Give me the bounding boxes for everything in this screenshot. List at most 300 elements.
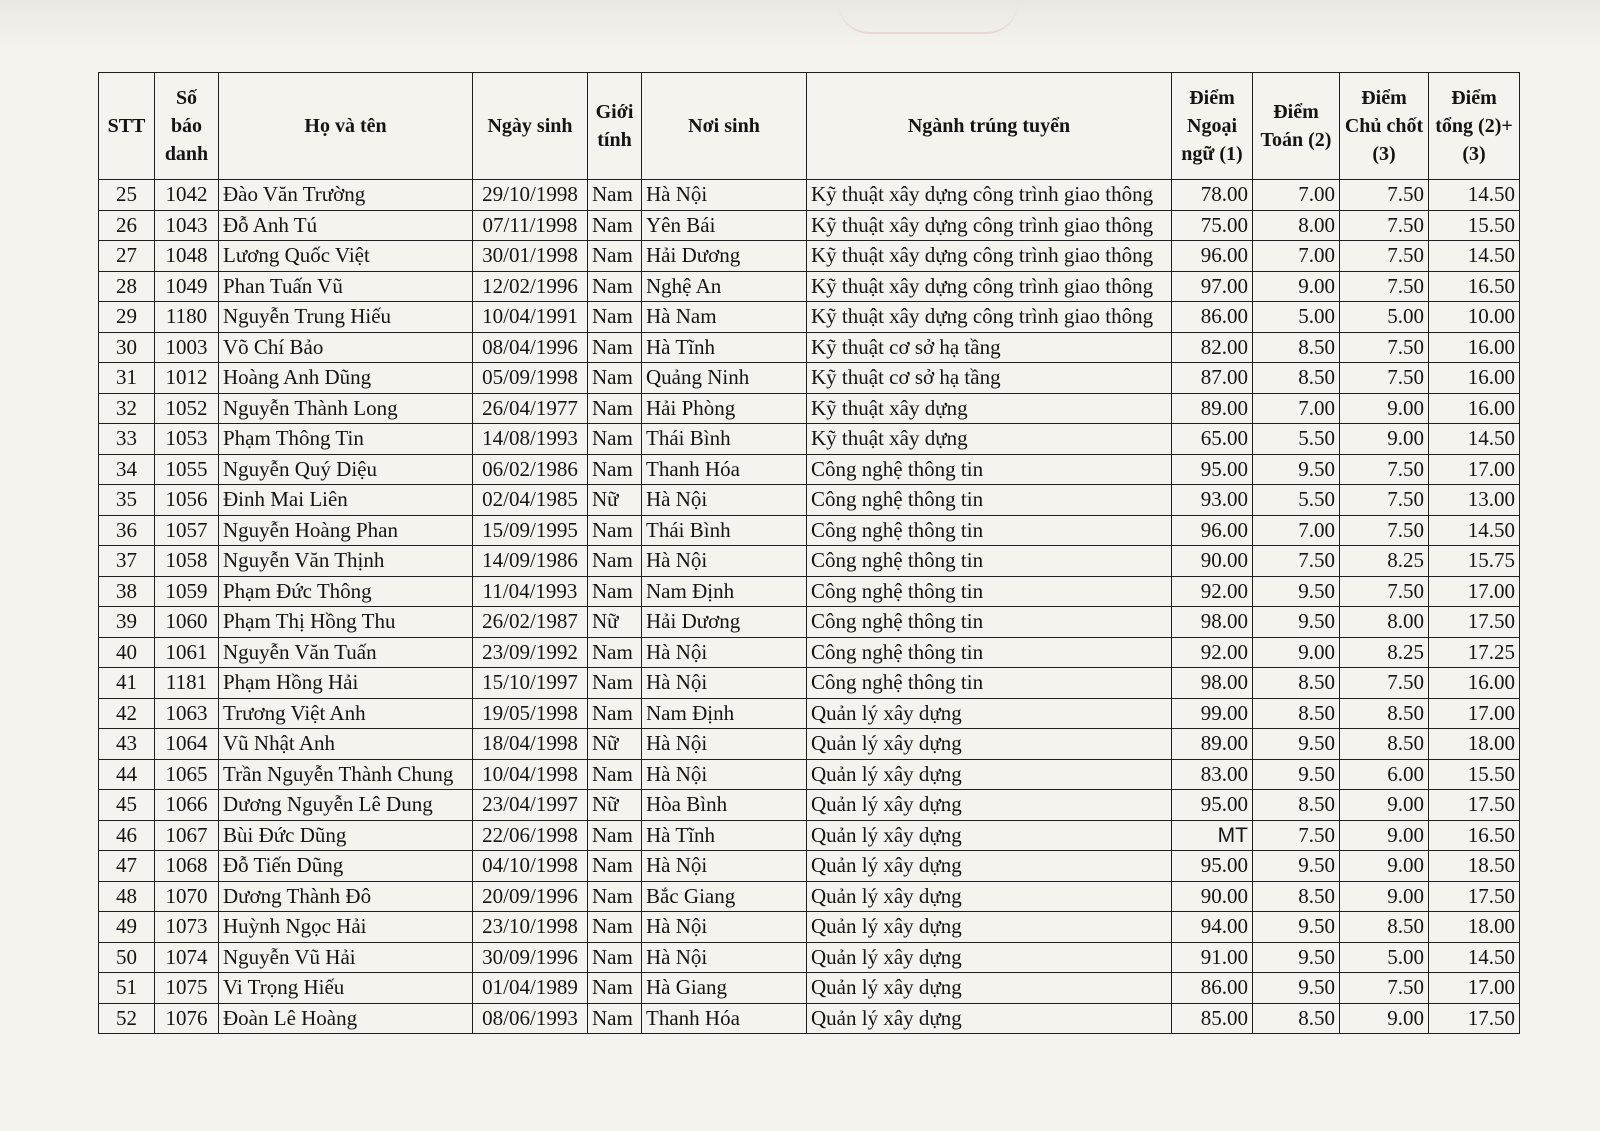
cell-stt: 28 [99,271,155,302]
table-row [99,210,1520,241]
cell-candidate-number: 1012 [155,363,219,394]
table-row [99,607,1520,638]
cell-math-score: 8.50 [1253,790,1340,821]
cell-gender: Nam [588,271,642,302]
cell-birthplace: Thái Bình [642,424,807,455]
table-row [99,515,1520,546]
cell-total-score: 10.00 [1429,302,1520,333]
cell-stt: 31 [99,363,155,394]
cell-math-score: 9.00 [1253,271,1340,302]
cell-foreign-language-score: 94.00 [1172,912,1253,943]
table-row [99,942,1520,973]
cell-full-name: Phạm Hồng Hải [219,668,473,699]
cell-core-score: 5.00 [1340,942,1429,973]
cell-candidate-number: 1057 [155,515,219,546]
cell-gender: Nam [588,1003,642,1034]
cell-stt: 40 [99,637,155,668]
cell-birthplace: Nam Định [642,576,807,607]
table-row [99,973,1520,1004]
table-row [99,454,1520,485]
cell-full-name: Huỳnh Ngọc Hải [219,912,473,943]
cell-admitted-major: Công nghệ thông tin [807,454,1172,485]
cell-full-name: Lương Quốc Việt [219,241,473,272]
cell-core-score: 8.25 [1340,546,1429,577]
cell-birthplace: Thái Bình [642,515,807,546]
cell-math-score: 8.50 [1253,698,1340,729]
cell-birthplace: Hà Nội [642,485,807,516]
cell-full-name: Phan Tuấn Vũ [219,271,473,302]
cell-birthplace: Thanh Hóa [642,454,807,485]
cell-gender: Nam [588,424,642,455]
cell-stt: 48 [99,881,155,912]
cell-math-score: 7.00 [1253,241,1340,272]
cell-math-score: 9.50 [1253,729,1340,760]
cell-math-score: 9.00 [1253,637,1340,668]
cell-stt: 51 [99,973,155,1004]
stamp-mark [838,2,1018,34]
cell-admitted-major: Kỹ thuật xây dựng công trình giao thông [807,241,1172,272]
cell-birthplace: Thanh Hóa [642,1003,807,1034]
cell-date-of-birth: 04/10/1998 [473,851,588,882]
cell-date-of-birth: 20/09/1996 [473,881,588,912]
cell-full-name: Bùi Đức Dũng [219,820,473,851]
cell-birthplace: Hải Dương [642,607,807,638]
table-row [99,759,1520,790]
cell-candidate-number: 1065 [155,759,219,790]
cell-candidate-number: 1063 [155,698,219,729]
header-gender: Giới tính [588,73,642,180]
cell-candidate-number: 1068 [155,851,219,882]
cell-admitted-major: Công nghệ thông tin [807,607,1172,638]
cell-foreign-language-score: 93.00 [1172,485,1253,516]
cell-total-score: 17.00 [1429,698,1520,729]
cell-admitted-major: Quản lý xây dựng [807,698,1172,729]
cell-candidate-number: 1180 [155,302,219,333]
cell-admitted-major: Công nghệ thông tin [807,576,1172,607]
header-stt: STT [99,73,155,180]
cell-gender: Nữ [588,729,642,760]
cell-foreign-language-score: 91.00 [1172,942,1253,973]
cell-total-score: 17.00 [1429,576,1520,607]
cell-foreign-language-score: 98.00 [1172,607,1253,638]
header-foreign-language-score: Điểm Ngoại ngữ (1) [1172,73,1253,180]
cell-birthplace: Quảng Ninh [642,363,807,394]
cell-gender: Nam [588,210,642,241]
cell-gender: Nam [588,454,642,485]
table-row [99,790,1520,821]
cell-gender: Nữ [588,607,642,638]
cell-math-score: 8.50 [1253,363,1340,394]
header-date-of-birth: Ngày sinh [473,73,588,180]
cell-foreign-language-score: 92.00 [1172,576,1253,607]
cell-birthplace: Hà Giang [642,973,807,1004]
cell-gender: Nam [588,576,642,607]
cell-gender: Nam [588,332,642,363]
header-candidate-number: Số báo danh [155,73,219,180]
cell-admitted-major: Kỹ thuật xây dựng công trình giao thông [807,180,1172,211]
cell-admitted-major: Kỹ thuật cơ sở hạ tầng [807,332,1172,363]
cell-foreign-language-score: 78.00 [1172,180,1253,211]
cell-total-score: 16.00 [1429,332,1520,363]
cell-stt: 38 [99,576,155,607]
cell-admitted-major: Quản lý xây dựng [807,942,1172,973]
cell-date-of-birth: 02/04/1985 [473,485,588,516]
table-row [99,546,1520,577]
cell-core-score: 8.25 [1340,637,1429,668]
cell-math-score: 8.50 [1253,881,1340,912]
cell-full-name: Hoàng Anh Dũng [219,363,473,394]
cell-total-score: 16.50 [1429,820,1520,851]
cell-total-score: 15.75 [1429,546,1520,577]
cell-stt: 39 [99,607,155,638]
cell-candidate-number: 1042 [155,180,219,211]
cell-birthplace: Hà Nội [642,180,807,211]
cell-core-score: 7.50 [1340,485,1429,516]
cell-full-name: Nguyễn Văn Tuấn [219,637,473,668]
cell-gender: Nam [588,546,642,577]
cell-math-score: 9.50 [1253,576,1340,607]
cell-foreign-language-score: 96.00 [1172,241,1253,272]
cell-math-score: 9.50 [1253,942,1340,973]
cell-date-of-birth: 26/04/1977 [473,393,588,424]
cell-stt: 36 [99,515,155,546]
cell-total-score: 17.50 [1429,881,1520,912]
cell-admitted-major: Kỹ thuật cơ sở hạ tầng [807,363,1172,394]
cell-math-score: 8.50 [1253,332,1340,363]
header-full-name: Họ và tên [219,73,473,180]
cell-stt: 50 [99,942,155,973]
cell-birthplace: Hà Nội [642,912,807,943]
header-math-score: Điểm Toán (2) [1253,73,1340,180]
cell-gender: Nam [588,302,642,333]
cell-admitted-major: Quản lý xây dựng [807,820,1172,851]
table-row [99,637,1520,668]
table-row [99,424,1520,455]
cell-foreign-language-score: 86.00 [1172,973,1253,1004]
cell-core-score: 9.00 [1340,881,1429,912]
cell-admitted-major: Kỹ thuật xây dựng công trình giao thông [807,210,1172,241]
cell-core-score: 7.50 [1340,668,1429,699]
cell-core-score: 7.50 [1340,241,1429,272]
cell-gender: Nữ [588,790,642,821]
cell-foreign-language-score: MT [1172,820,1253,851]
cell-full-name: Đinh Mai Liên [219,485,473,516]
cell-admitted-major: Công nghệ thông tin [807,515,1172,546]
cell-birthplace: Hà Nội [642,942,807,973]
cell-date-of-birth: 23/09/1992 [473,637,588,668]
cell-date-of-birth: 29/10/1998 [473,180,588,211]
table-row [99,698,1520,729]
cell-gender: Nam [588,393,642,424]
cell-total-score: 16.00 [1429,393,1520,424]
cell-birthplace: Hải Dương [642,241,807,272]
cell-stt: 46 [99,820,155,851]
cell-date-of-birth: 07/11/1998 [473,210,588,241]
cell-gender: Nam [588,942,642,973]
cell-foreign-language-score: 92.00 [1172,637,1253,668]
header-admitted-major: Ngành trúng tuyển [807,73,1172,180]
table-row [99,668,1520,699]
cell-core-score: 7.50 [1340,576,1429,607]
cell-core-score: 7.50 [1340,515,1429,546]
cell-gender: Nam [588,820,642,851]
cell-full-name: Nguyễn Hoàng Phan [219,515,473,546]
cell-date-of-birth: 05/09/1998 [473,363,588,394]
cell-full-name: Vi Trọng Hiếu [219,973,473,1004]
cell-math-score: 5.00 [1253,302,1340,333]
cell-candidate-number: 1070 [155,881,219,912]
cell-total-score: 14.50 [1429,515,1520,546]
cell-candidate-number: 1073 [155,912,219,943]
cell-core-score: 7.50 [1340,332,1429,363]
cell-date-of-birth: 22/06/1998 [473,820,588,851]
header-total-score: Điểm tổng (2)+(3) [1429,73,1520,180]
cell-foreign-language-score: 89.00 [1172,393,1253,424]
cell-birthplace: Nghệ An [642,271,807,302]
cell-foreign-language-score: 89.00 [1172,729,1253,760]
cell-admitted-major: Quản lý xây dựng [807,912,1172,943]
cell-stt: 30 [99,332,155,363]
cell-stt: 37 [99,546,155,577]
cell-foreign-language-score: 98.00 [1172,668,1253,699]
cell-core-score: 7.50 [1340,973,1429,1004]
cell-foreign-language-score: 95.00 [1172,851,1253,882]
cell-total-score: 18.00 [1429,729,1520,760]
table-row [99,1003,1520,1034]
cell-stt: 34 [99,454,155,485]
cell-total-score: 17.50 [1429,1003,1520,1034]
table-row [99,729,1520,760]
cell-birthplace: Bắc Giang [642,881,807,912]
cell-gender: Nam [588,973,642,1004]
cell-date-of-birth: 18/04/1998 [473,729,588,760]
cell-core-score: 9.00 [1340,1003,1429,1034]
cell-full-name: Vũ Nhật Anh [219,729,473,760]
cell-birthplace: Hà Nội [642,729,807,760]
table-row [99,851,1520,882]
cell-full-name: Đoàn Lê Hoàng [219,1003,473,1034]
cell-foreign-language-score: 82.00 [1172,332,1253,363]
cell-full-name: Dương Thành Đô [219,881,473,912]
table-row [99,180,1520,211]
cell-candidate-number: 1053 [155,424,219,455]
cell-candidate-number: 1043 [155,210,219,241]
cell-admitted-major: Quản lý xây dựng [807,1003,1172,1034]
cell-total-score: 14.50 [1429,942,1520,973]
cell-stt: 35 [99,485,155,516]
cell-stt: 43 [99,729,155,760]
cell-gender: Nam [588,668,642,699]
cell-gender: Nam [588,912,642,943]
cell-math-score: 9.50 [1253,607,1340,638]
table-row [99,820,1520,851]
cell-stt: 41 [99,668,155,699]
cell-full-name: Đào Văn Trường [219,180,473,211]
cell-full-name: Phạm Thông Tin [219,424,473,455]
cell-stt: 49 [99,912,155,943]
cell-total-score: 17.50 [1429,790,1520,821]
cell-candidate-number: 1074 [155,942,219,973]
cell-date-of-birth: 08/04/1996 [473,332,588,363]
cell-candidate-number: 1066 [155,790,219,821]
cell-gender: Nam [588,851,642,882]
cell-foreign-language-score: 85.00 [1172,1003,1253,1034]
admission-results-table [98,72,1520,1034]
cell-stt: 25 [99,180,155,211]
cell-gender: Nam [588,881,642,912]
cell-birthplace: Hà Tĩnh [642,332,807,363]
cell-core-score: 8.50 [1340,698,1429,729]
cell-full-name: Trần Nguyễn Thành Chung [219,759,473,790]
cell-candidate-number: 1064 [155,729,219,760]
cell-birthplace: Hòa Bình [642,790,807,821]
cell-date-of-birth: 12/02/1996 [473,271,588,302]
cell-candidate-number: 1181 [155,668,219,699]
cell-candidate-number: 1059 [155,576,219,607]
cell-stt: 29 [99,302,155,333]
cell-candidate-number: 1056 [155,485,219,516]
table-body [99,180,1520,1034]
cell-foreign-language-score: 86.00 [1172,302,1253,333]
cell-math-score: 9.50 [1253,759,1340,790]
cell-gender: Nam [588,637,642,668]
cell-full-name: Nguyễn Trung Hiếu [219,302,473,333]
cell-date-of-birth: 14/08/1993 [473,424,588,455]
cell-birthplace: Hà Nội [642,851,807,882]
cell-total-score: 16.00 [1429,363,1520,394]
cell-foreign-language-score: 96.00 [1172,515,1253,546]
cell-gender: Nam [588,363,642,394]
cell-date-of-birth: 10/04/1998 [473,759,588,790]
table-row [99,881,1520,912]
cell-gender: Nam [588,698,642,729]
cell-total-score: 17.25 [1429,637,1520,668]
cell-candidate-number: 1058 [155,546,219,577]
cell-admitted-major: Kỹ thuật xây dựng [807,393,1172,424]
cell-total-score: 18.50 [1429,851,1520,882]
cell-full-name: Nguyễn Thành Long [219,393,473,424]
cell-date-of-birth: 23/10/1998 [473,912,588,943]
cell-stt: 33 [99,424,155,455]
cell-stt: 45 [99,790,155,821]
cell-core-score: 9.00 [1340,851,1429,882]
cell-full-name: Nguyễn Văn Thịnh [219,546,473,577]
cell-gender: Nam [588,241,642,272]
cell-foreign-language-score: 97.00 [1172,271,1253,302]
cell-candidate-number: 1049 [155,271,219,302]
cell-birthplace: Nam Định [642,698,807,729]
table-row [99,363,1520,394]
cell-core-score: 5.00 [1340,302,1429,333]
cell-core-score: 9.00 [1340,424,1429,455]
cell-foreign-language-score: 99.00 [1172,698,1253,729]
cell-date-of-birth: 14/09/1986 [473,546,588,577]
cell-total-score: 17.00 [1429,454,1520,485]
cell-core-score: 8.00 [1340,607,1429,638]
cell-candidate-number: 1076 [155,1003,219,1034]
cell-stt: 52 [99,1003,155,1034]
cell-math-score: 9.50 [1253,851,1340,882]
cell-stt: 44 [99,759,155,790]
cell-birthplace: Hà Nội [642,759,807,790]
cell-candidate-number: 1075 [155,973,219,1004]
cell-full-name: Dương Nguyễn Lê Dung [219,790,473,821]
cell-math-score: 8.50 [1253,1003,1340,1034]
cell-date-of-birth: 11/04/1993 [473,576,588,607]
cell-gender: Nam [588,515,642,546]
cell-candidate-number: 1048 [155,241,219,272]
cell-gender: Nam [588,759,642,790]
cell-math-score: 5.50 [1253,485,1340,516]
cell-math-score: 8.00 [1253,210,1340,241]
cell-birthplace: Hải Phòng [642,393,807,424]
cell-stt: 26 [99,210,155,241]
cell-date-of-birth: 01/04/1989 [473,973,588,1004]
cell-date-of-birth: 06/02/1986 [473,454,588,485]
cell-birthplace: Hà Nội [642,546,807,577]
cell-total-score: 14.50 [1429,241,1520,272]
cell-core-score: 8.50 [1340,912,1429,943]
cell-gender: Nữ [588,485,642,516]
cell-math-score: 7.50 [1253,820,1340,851]
cell-full-name: Nguyễn Quý Diệu [219,454,473,485]
cell-full-name: Nguyễn Vũ Hải [219,942,473,973]
header-birthplace: Nơi sinh [642,73,807,180]
cell-full-name: Phạm Thị Hồng Thu [219,607,473,638]
table-row [99,576,1520,607]
cell-date-of-birth: 15/09/1995 [473,515,588,546]
table-row [99,912,1520,943]
cell-admitted-major: Quản lý xây dựng [807,881,1172,912]
cell-full-name: Võ Chí Bảo [219,332,473,363]
cell-admitted-major: Công nghệ thông tin [807,485,1172,516]
cell-birthplace: Hà Nội [642,668,807,699]
cell-total-score: 14.50 [1429,424,1520,455]
cell-foreign-language-score: 83.00 [1172,759,1253,790]
scan-top-shading [0,0,1600,48]
cell-birthplace: Hà Nội [642,637,807,668]
table-header [99,73,1520,180]
cell-admitted-major: Công nghệ thông tin [807,546,1172,577]
cell-admitted-major: Quản lý xây dựng [807,759,1172,790]
cell-stt: 27 [99,241,155,272]
cell-candidate-number: 1003 [155,332,219,363]
cell-date-of-birth: 15/10/1997 [473,668,588,699]
cell-core-score: 6.00 [1340,759,1429,790]
cell-date-of-birth: 30/01/1998 [473,241,588,272]
cell-math-score: 5.50 [1253,424,1340,455]
cell-date-of-birth: 10/04/1991 [473,302,588,333]
cell-total-score: 17.00 [1429,973,1520,1004]
cell-admitted-major: Công nghệ thông tin [807,637,1172,668]
cell-total-score: 16.50 [1429,271,1520,302]
cell-admitted-major: Kỹ thuật xây dựng công trình giao thông [807,302,1172,333]
cell-full-name: Đỗ Tiến Dũng [219,851,473,882]
cell-math-score: 7.00 [1253,515,1340,546]
cell-admitted-major: Quản lý xây dựng [807,729,1172,760]
cell-foreign-language-score: 95.00 [1172,454,1253,485]
cell-math-score: 7.50 [1253,546,1340,577]
cell-foreign-language-score: 65.00 [1172,424,1253,455]
table-row [99,271,1520,302]
cell-birthplace: Yên Bái [642,210,807,241]
cell-admitted-major: Công nghệ thông tin [807,668,1172,699]
cell-admitted-major: Kỹ thuật xây dựng công trình giao thông [807,271,1172,302]
cell-date-of-birth: 30/09/1996 [473,942,588,973]
cell-gender: Nam [588,180,642,211]
cell-date-of-birth: 26/02/1987 [473,607,588,638]
table-row [99,302,1520,333]
